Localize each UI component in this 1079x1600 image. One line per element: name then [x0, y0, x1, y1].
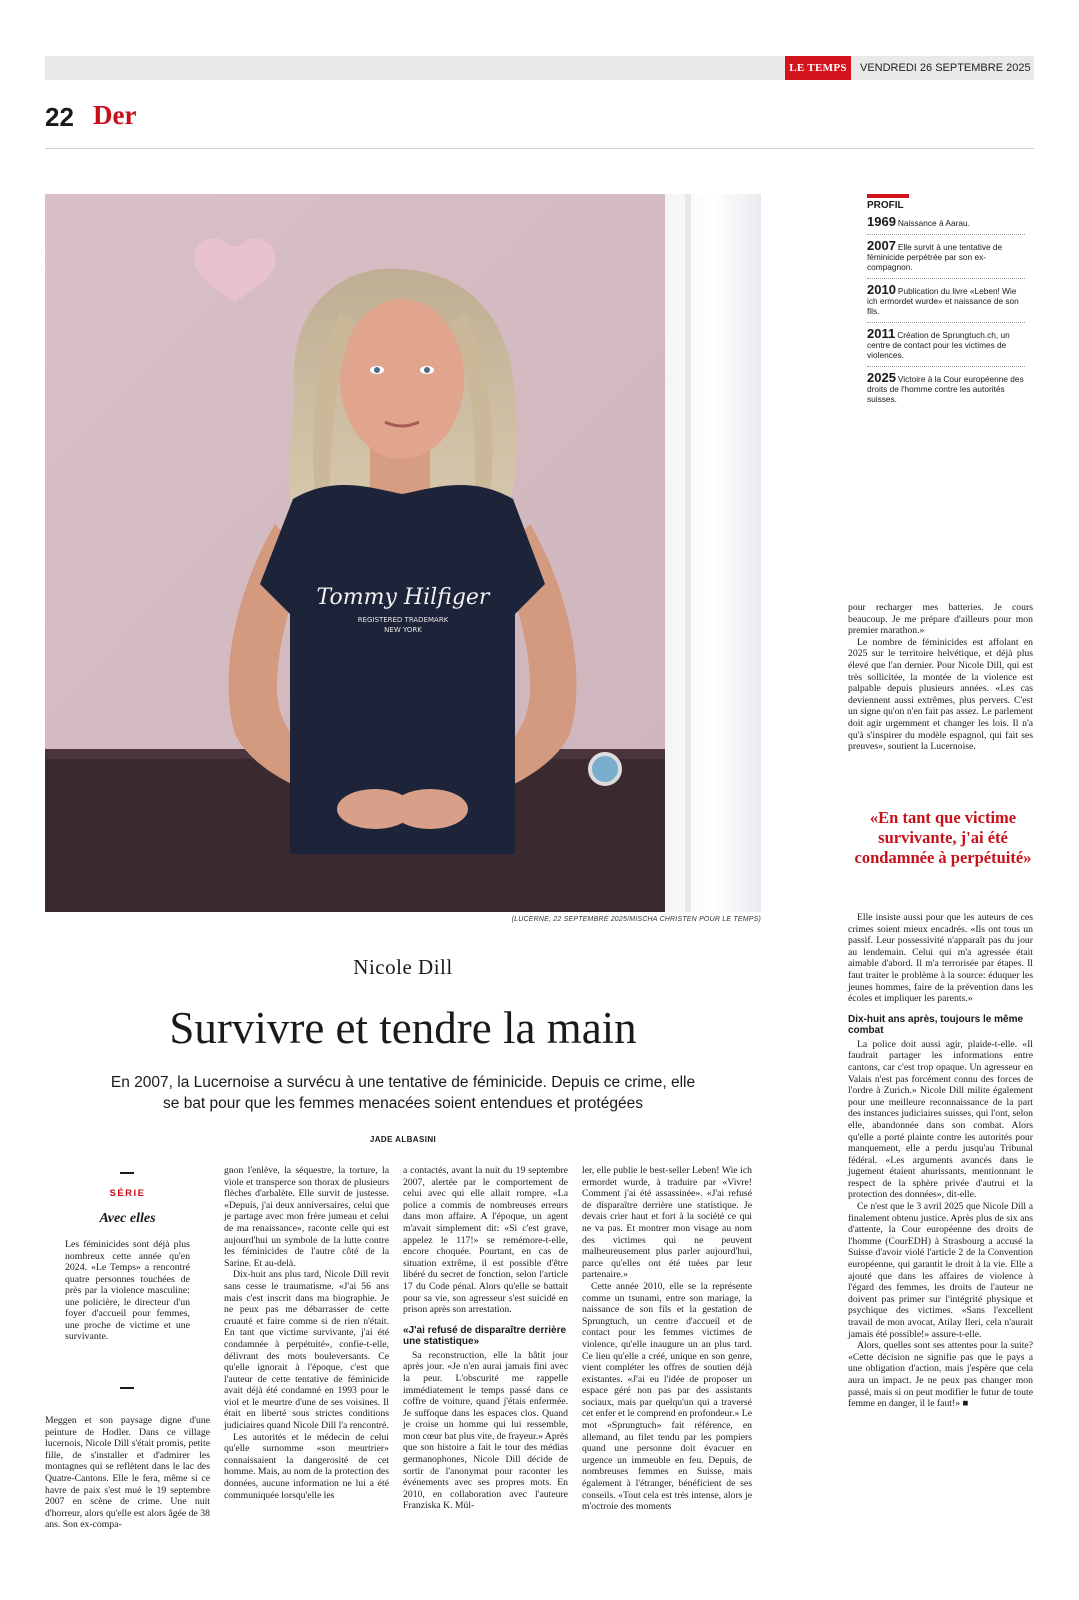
pull-quote: «En tant que victime survivante, j'ai été condamnée à perpétuité»	[854, 808, 1032, 867]
subheading: Dix-huit ans après, toujours le même combat	[848, 1013, 1024, 1036]
paragraph: Dix-huit ans plus tard, Nicole Dill revit sans cesse le traumatisme. «J'ai 56 ans mais c'est inscrit dans ma biographie. Je ne peux pas me débarrasser de cette cruauté et faire comme si de rien n'était. En tant que victime survivante, j'ai été condamnée à perpétuité», confie-t-elle, délivrant des mots bouleversants. Ce qu'elle ignorait à l'époque, c'est que l'auteur de cette tentative de féminicide avait déjà été condamné en 1993 pour le viol et le meurtre d'une de ses voisines. Il était en liberté sous strictes conditions judiciaires quand Nicole Dill l'a rencontré.	[224, 1269, 389, 1432]
svg-text:REGISTERED TRADEMARK: REGISTERED TRADEMARK	[357, 616, 449, 624]
issue-date: VENDREDI 26 SEPTEMBRE 2025	[860, 62, 1031, 74]
shirt-logo-text: Tommy Hilfiger	[316, 585, 490, 610]
portrait-photo	[45, 194, 761, 912]
series-text: Les féminicides sont déjà plus nombreux cette année qu'en 2024. «Le Temps» a rencontré quatre personnes touchées de près par la violence masculine: une policière, le directeur d'un foyer d'accueil pour femmes, une proche de victime et une survivante.	[65, 1239, 190, 1342]
article-column-5-bottom	[848, 912, 1033, 1410]
profile-title: PROFIL	[867, 200, 904, 211]
subject-name: Nicole Dill	[353, 955, 453, 979]
series-divider-top	[120, 1172, 134, 1174]
article-column-3	[403, 1165, 568, 1512]
article-column-4	[582, 1165, 752, 1513]
paragraph: a contactés, avant la nuit du 19 septembre 2007, alertée par le comportement de celui avec qui elle allait rompre. «La police a commis de nombreuses erreurs dans mon affaire. A l'époque, un agent m'avait simplement dit: «Si c'est grave, appelez le 117!» se remémore-t-elle, encore choquée. Pourtant, en cas de situation extrême, il est possible d'être libéré du secret de fonction, selon l'article 17 du Code pénal. Alors qu'elle se battait pour sa vie, son agresseur s'est suicidé en prison après son arrestation.	[403, 1165, 568, 1316]
header-divider	[45, 148, 1034, 149]
paragraph: Meggen et son paysage digne d'une peinture de Hodler. Dans ce village lucernois, Nicole Dill s'était promis, petite fille, de s'installer et d'admirer les montagnes qui se reflètent dans le lac des Quatre-Cantons. Elle le fera, même si ce havre de paix s'est mué le 19 septembre 2007 en scène de crime. Une nuit d'horreur, alors qu'elle est alors âgée de 38 ans. Son ex-compa-	[45, 1415, 210, 1531]
series-title: Avec elles	[99, 1211, 156, 1226]
paragraph: Elle insiste aussi pour que les auteurs de ces crimes soient mieux encadrés. «Ils ont tous un passif. Leur possessivité n'apparaît pas du jour au lendemain. Celui qui m'a agressée était aimable d'abord. Il m'a terrorisée par étapes. Il faut traiter le problème à la source: éduquer les jeunes hommes, faire de la prévention dans les écoles et impliquer les parents.»	[848, 912, 1033, 1005]
series-label: SÉRIE	[109, 1188, 146, 1199]
subheading: «J'ai refusé de disparaître derrière une statistique»	[403, 1324, 567, 1347]
article-column-2	[224, 1165, 389, 1501]
profile-box	[867, 194, 1025, 414]
series-divider-bottom	[120, 1387, 134, 1389]
article-column-5-top	[848, 602, 1033, 753]
paragraph: pour recharger mes batteries. Je cours beaucoup. Je me prépare d'ailleurs pour mon premier marathon.»	[848, 602, 1033, 637]
page-number: 22	[45, 102, 74, 132]
profile-item: 2007 Elle survit à une tentative de féminicide perpétrée par son ex-compagnon.	[867, 239, 1025, 279]
standfirst: En 2007, la Lucernoise a survécu à une tentative de féminicide. Depuis ce crime, elle se bat pour que les femmes menacées soient entendues et protégées	[110, 1074, 696, 1112]
headline: Survivre et tendre la main	[169, 1003, 637, 1053]
brand-logo[interactable]: LE TEMPS	[785, 56, 851, 80]
paragraph: La police doit aussi agir, plaide-t-elle. «Il faudrait partager les informations entre cantons, car c'est trop opaque. Un agresseur en Valais n'est pas forcément connu des forces de l'ordre à Zurich.» Nicole Dill milite également pour une meilleure reconnaissance de la part des instances judiciaires suisses, qui l'ont, selon elle, abandonnée dans son combat. Alors qu'elle a porté plainte contre les autorités pour manquement, elle a perdu jusqu'au Tribunal fédéral. «Les arguments avancés dans le jugement étaient ahurissants, mentionnant le respect de la sphère privée d'autrui et la protection des données», dit-elle.	[848, 1038, 1033, 1201]
article-column-1	[45, 1415, 210, 1531]
profile-item: 1969 Naissance à Aarau.	[867, 215, 1025, 235]
paragraph: gnon l'enlève, la séquestre, la torture, la viole et transperce son thorax de plusieurs flèches d'arbalète. Elle survit de justesse. «Depuis, j'ai deux anniversaires, celui que je partage avec mon frère jumeau et celui de ma renaissance», raconte celle qui est aujourd'hui un symbole de la lutte contre les féminicides de l'autre côté de la Sarine. Et au-delà.	[224, 1165, 389, 1269]
paragraph: Les autorités et le médecin de celui qu'elle surnomme «son meurtrier» connaissaient la dangerosité de cet homme. Mais, au nom de la protection des données, aucune information ne lui a été communiquée lorsqu'elle les	[224, 1431, 389, 1501]
paragraph: Ce n'est que le 3 avril 2025 que Nicole Dill a finalement obtenu justice. Après plus de six ans d'attente, la Cour européenne des droits de l'homme (CourEDH) à Strasbourg a accusé la Suisse d'avoir violé l'article 2 de la Convention européenne, qui garantit le droit à la vie. Elle a ajouté que dans les affaires de violence à l'égard des femmes, les droits de l'auteur ne doivent pas primer sur l'intégrité physique et psychique des victimes. «Sans l'excellent travail de mon avocat, Atilay Ileri, cela n'aurait jamais été possible!» assure-t-elle.	[848, 1201, 1033, 1340]
profile-accent-bar	[867, 194, 909, 198]
profile-item: 2011 Création de Sprungtuch.ch, un centre de contact pour les victimes de violences.	[867, 327, 1025, 367]
paragraph: Cette année 2010, elle se la représente comme un tsunami, entre son mariage, la naissance de son fils et la gestation de Sprungtuch, un centre d'accueil et de contact pour les femmes victimes de violence, qu'elle inaugure un an plus tard. Ce lieu qu'elle a créé, unique en son genre, vient compléter les offres de soutien déjà existantes. «J'ai eu l'idée de proposer un espace géré non pas par des assistants sociaux, mais par quelqu'un qui a traversé cet enfer et le comprend en profondeur.» Le mot «Sprungtuch» fait référence, en allemand, au filet tendu par les pompiers quand une personne doit évacuer en urgence un immeuble en feu. Depuis, de nombreuses femmes en Suisse, mais également à l'étranger, bénéficient de ses conseils. «Tout cela est très intense, alors je m'octroie des moments	[582, 1280, 752, 1513]
paragraph: Sa reconstruction, elle la bâtit jour après jour. «Je n'en aurai jamais fini avec la peur. L'obscurité me rappelle immédiatement le temps passé dans ce coffre de voiture, quand j'étais enfermée. Je suffoque dans les espaces clos. Quand je croise un homme qui lui ressemble, mon cœur bat plus vite, de frayeur.» Après que son histoire a fait le tour des médias germanophones, Nicole Dill décide de sortir de l'anonymat pour raconter les événements avec ses propres mots. En 2010, en collaboration avec l'auteure Franziska K. Mül-	[403, 1349, 568, 1512]
paragraph: Le nombre de féminicides est affolant en 2025 sur le territoire helvétique, et déjà plus élevé que l'an dernier. Pour Nicole Dill, qui est très sollicitée, la montée de la violence est palpable depuis plusieurs années. «Les cas deviennent aussi extrêmes, plus pervers. C'est un signe qu'on n'en fait pas assez. Le parlement doit agir urgemment et changer les lois. Il n'a qu'à s'inspirer du modèle espagnol, qui fait ses preuves», soutient la Lucernoise.	[848, 636, 1033, 753]
profile-item: 2010 Publication du livre «Leben! Wie ich ermordet wurde» et naissance de son fils.	[867, 283, 1025, 323]
photo-credit: (LUCERNE, 22 SEPTEMBRE 2025/MISCHA CHRISTEN POUR LE TEMPS)	[511, 916, 761, 923]
profile-item: 2025 Victoire à la Cour européenne des droits de l'homme contre les autorités suisses.	[867, 370, 1024, 404]
byline: JADE ALBASINI	[369, 1135, 437, 1144]
svg-text:NEW YORK: NEW YORK	[384, 626, 422, 634]
section-title: Der	[93, 100, 137, 130]
paragraph: ler, elle publie le best-seller Leben! Wie ich ermordet wurde, à traduire par «Vivre! Comment j'ai été assassinée». «J'ai refusé de disparaître derrière une statistique. Je devais crier haut et fort à la société ce qui ne va pas. Et montrer mon visage au nom des victimes qui ne peuvent malheureusement plus parler aujourd'hui, parce qu'elles ont été tuées par leur partenaire.»	[582, 1165, 752, 1281]
paragraph: Alors, quelles sont ses attentes pour la suite? «Cette décision ne signifie pas que le pays a une obligation d'action, mais j'espère que cela aura un impact. Je ne peux pas changer mon passé, mais si on peut modifier le futur de toute femme en danger, il le faut!» ■	[848, 1340, 1033, 1410]
